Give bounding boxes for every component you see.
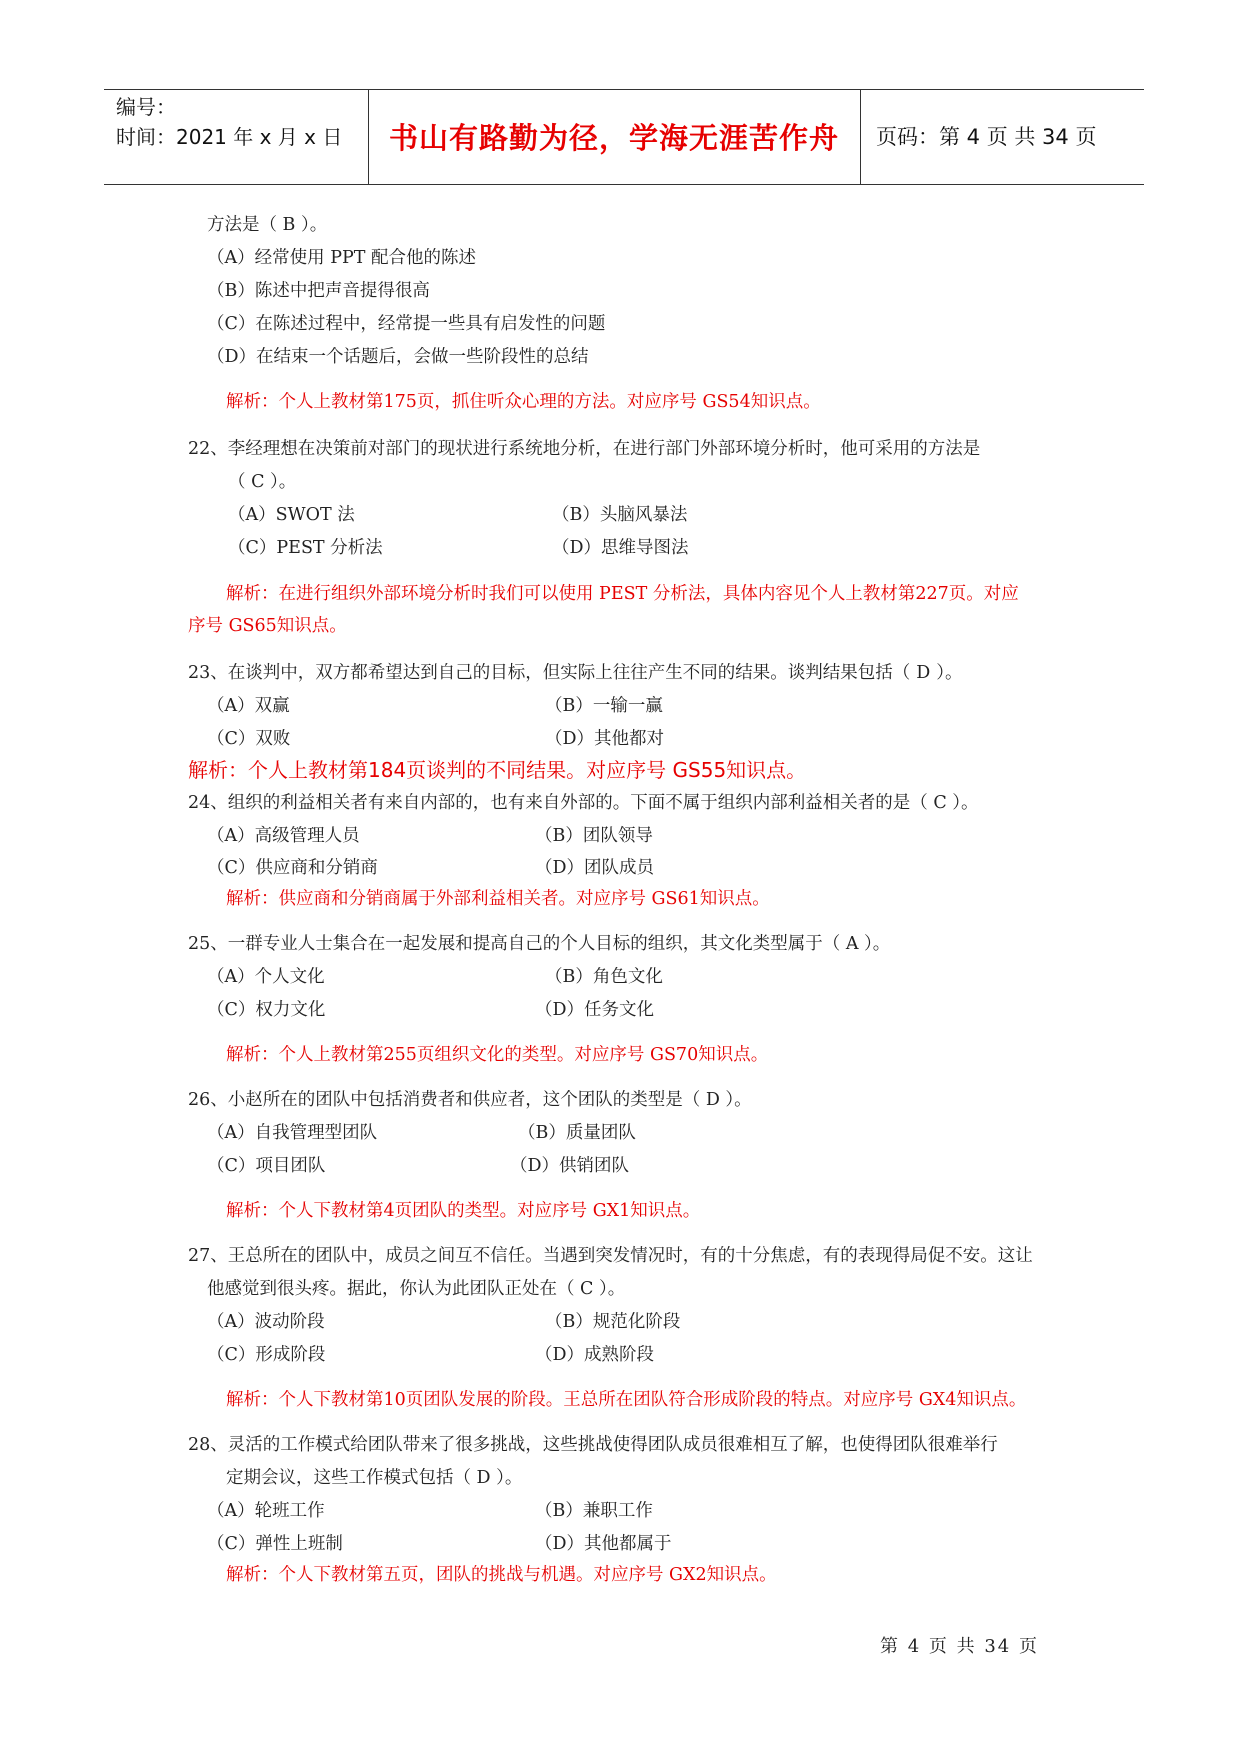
q22-option-c: （C）PEST 分析法 bbox=[228, 538, 383, 558]
q24-analysis: 解析：供应商和分销商属于外部利益相关者。对应序号 GS61知识点。 bbox=[226, 889, 770, 909]
q23-answer: D bbox=[916, 663, 931, 683]
q23-option-d: （D）其他都对 bbox=[545, 729, 665, 749]
q25-stem: 25、一群专业人士集合在一起发展和提高自己的个人目标的组织，其文化类型属于（ A ）。 bbox=[188, 934, 891, 954]
q24-option-d: （D）团队成员 bbox=[535, 858, 655, 878]
q26-stem: 26、小赵所在的团队中包括消费者和供应者，这个团队的类型是（ D ）。 bbox=[188, 1090, 752, 1110]
q21-option-b: （B）陈述中把声音提得很高 bbox=[207, 281, 430, 301]
q25-analysis: 解析：个人上教材第255页组织文化的类型。对应序号 GS70知识点。 bbox=[226, 1045, 769, 1065]
q22-stem-cont: （ C ）。 bbox=[228, 472, 297, 492]
q23-analysis: 解析：个人上教材第184页谈判的不同结果。对应序号 GS55知识点。 bbox=[188, 758, 807, 782]
time-label: 时间：2021 年 x 月 x 日 bbox=[116, 125, 343, 149]
page-header bbox=[104, 89, 1144, 185]
q25-option-d: （D）任务文化 bbox=[535, 1000, 655, 1020]
q28-option-c: （C）弹性上班制 bbox=[207, 1534, 343, 1554]
q27-option-b: （B）规范化阶段 bbox=[545, 1312, 681, 1332]
q24-option-a: （A）高级管理人员 bbox=[207, 826, 360, 846]
q27-option-c: （C）形成阶段 bbox=[207, 1345, 326, 1365]
q22-option-b: （B）头脑风暴法 bbox=[552, 505, 688, 525]
q27-stem: 27、王总所在的团队中，成员之间互不信任。当遇到突发情况时，有的十分焦虑，有的表现得局促不安。这让 bbox=[188, 1246, 1033, 1266]
q27-option-a: （A）波动阶段 bbox=[207, 1312, 325, 1332]
q22-stem: 22、李经理想在决策前对部门的现状进行系统地分析，在进行部门外部环境分析时，他可采用的方法是 bbox=[188, 439, 981, 459]
q28-option-b: （B）兼职工作 bbox=[535, 1501, 653, 1521]
q26-analysis: 解析：个人下教材第4页团队的类型。对应序号 GX1知识点。 bbox=[226, 1201, 701, 1221]
q27-stem-cont: 他感觉到很头疼。据此，你认为此团队正处在（ C ）。 bbox=[207, 1279, 626, 1299]
q27-analysis: 解析：个人下教材第10页团队发展的阶段。王总所在团队符合形成阶段的特点。对应序号 GX4知识点。 bbox=[226, 1390, 1027, 1410]
q21-analysis: 解析：个人上教材第175页，抓住听众心理的方法。对应序号 GS54知识点。 bbox=[226, 392, 821, 412]
q25-option-a: （A）个人文化 bbox=[207, 967, 325, 987]
header-motto: 书山有路勤为径，学海无涯苦作舟 bbox=[388, 121, 839, 155]
q21-option-a: （A）经常使用 PPT 配合他的陈述 bbox=[207, 248, 476, 268]
q23-stem-end: ）。 bbox=[936, 663, 963, 683]
q23-stem bbox=[188, 661, 963, 685]
q22-option-a: （A）SWOT 法 bbox=[228, 505, 355, 525]
q28-option-a: （A）轮班工作 bbox=[207, 1501, 325, 1521]
q26-option-a: （A）自我管理型团队 bbox=[207, 1123, 378, 1143]
q23-stem-text: 23、在谈判中，双方都希望达到自己的目标，但实际上往往产生不同的结果。谈判结果包括（ bbox=[188, 663, 911, 683]
q28-stem: 28、灵活的工作模式给团队带来了很多挑战，这些挑战使得团队成员很难相互了解，也使得团队很难举行 bbox=[188, 1435, 998, 1455]
q21-option-c: （C）在陈述过程中，经常提一些具有启发性的问题 bbox=[207, 314, 606, 334]
page-footer: 第 4 页 共 34 页 bbox=[880, 1636, 1039, 1657]
q26-option-d: （D）供销团队 bbox=[510, 1156, 630, 1176]
header-divider bbox=[860, 90, 861, 184]
number-label: 编号： bbox=[116, 95, 176, 119]
q22-analysis-cont: 序号 GS65知识点。 bbox=[188, 616, 347, 636]
q26-option-c: （C）项目团队 bbox=[207, 1156, 326, 1176]
header-page-label: 页码：第 4 页 共 34 页 bbox=[876, 125, 1097, 149]
q21-option-d: （D）在结束一个话题后，会做一些阶段性的总结 bbox=[207, 347, 589, 367]
q24-option-c: （C）供应商和分销商 bbox=[207, 858, 378, 878]
q24-option-b: （B）团队领导 bbox=[535, 826, 653, 846]
q22-option-d: （D）思维导图法 bbox=[552, 538, 689, 558]
q23-option-b: （B）一输一赢 bbox=[545, 696, 663, 716]
q27-option-d: （D）成熟阶段 bbox=[535, 1345, 655, 1365]
q25-option-b: （B）角色文化 bbox=[545, 967, 663, 987]
q23-option-c: （C）双败 bbox=[207, 729, 291, 749]
q21-stem-tail: 方法是（ B ）。 bbox=[207, 215, 328, 235]
q28-option-d: （D）其他都属于 bbox=[535, 1534, 672, 1554]
q23-option-a: （A）双赢 bbox=[207, 696, 290, 716]
q24-stem: 24、组织的利益相关者有来自内部的，也有来自外部的。下面不属于组织内部利益相关者的是（ C ）。 bbox=[188, 793, 979, 813]
q28-stem-cont: 定期会议，这些工作模式包括（ D ）。 bbox=[226, 1468, 523, 1488]
q25-option-c: （C）权力文化 bbox=[207, 1000, 326, 1020]
q28-analysis: 解析：个人下教材第五页，团队的挑战与机遇。对应序号 GX2知识点。 bbox=[226, 1565, 777, 1585]
header-left bbox=[116, 92, 342, 152]
q26-option-b: （B）质量团队 bbox=[518, 1123, 636, 1143]
q22-analysis: 解析：在进行组织外部环境分析时我们可以使用 PEST 分析法，具体内容见个人上教材第227页。对应 bbox=[226, 584, 1019, 604]
